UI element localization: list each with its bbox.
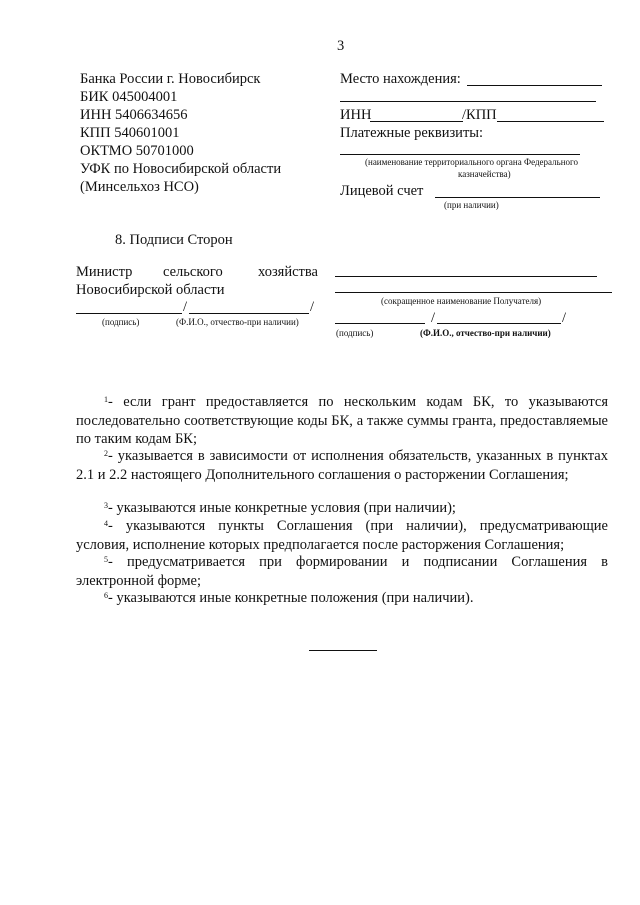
footnote-text: - если грант предоставляется по нескольким кодам БК, то указываются последовательно соответствующие коды БК, а также суммы гранта, предоставляемые по таким кодам БК; [76, 394, 608, 447]
recipient-sign-line [335, 323, 425, 324]
bank-line: Банка России г. Новосибирск [80, 71, 261, 87]
recipient-fio-caption: (Ф.И.О., отчество-при наличии) [420, 328, 551, 338]
page-number: 3 [337, 38, 345, 54]
payment-label: Платежные реквизиты: [340, 125, 484, 141]
footnote-6 [76, 589, 608, 608]
inn-fill-line [370, 121, 463, 122]
minister-word: сельского [163, 264, 223, 280]
location-fill-line-2 [340, 101, 596, 102]
footnote-number: 1 [104, 395, 108, 404]
recipient-name-line [335, 276, 597, 277]
inn-line: ИНН 5406634656 [80, 107, 188, 123]
oktmo-line: ОКТМО 50701000 [80, 143, 194, 159]
location-label: Место нахождения: [340, 71, 461, 87]
footnote-2 [76, 447, 608, 484]
inn-label: ИНН [340, 107, 372, 123]
footnote-number: 2 [104, 449, 108, 458]
slash: / [183, 299, 188, 315]
minister-sign-line [76, 313, 182, 314]
sign-caption: (подпись) [102, 317, 140, 327]
recipient-fio-line [437, 323, 561, 324]
signatures-heading: 8. Подписи Сторон [115, 232, 233, 248]
end-rule [309, 650, 377, 651]
account-fill-line [435, 197, 600, 198]
footnote-number: 4 [104, 519, 108, 528]
account-caption: (при наличии) [444, 200, 499, 210]
treasury-fill-line [340, 154, 580, 155]
footnote-text: - указывается в зависимости от исполнения обязательств, указанных в пунктах 2.1 и 2.2 настоящего Дополнительного соглашения о расторжении Соглашения; [76, 448, 608, 483]
account-label: Лицевой счет [340, 183, 424, 199]
kpp-line: КПП 540601001 [80, 125, 180, 141]
slash: / [562, 310, 567, 326]
footnote-text: - указываются иные конкретные условия (при наличии); [108, 500, 456, 516]
slash: / [310, 299, 315, 315]
recipient-sign-caption: (подпись) [336, 328, 374, 338]
recipient-caption: (сокращенное наименование Получателя) [381, 296, 542, 306]
footnote-5 [76, 553, 608, 590]
footnote-number: 5 [104, 555, 108, 564]
footnote-3 [76, 499, 608, 518]
fio-caption: (Ф.И.О., отчество-при наличии) [176, 317, 299, 327]
footnote-4 [76, 517, 608, 554]
treasury-caption: (наименование территориального органа Федерального [365, 157, 578, 167]
minister-word: Министр [76, 264, 133, 280]
footnote-text: - указываются иные конкретные положения (при наличии). [108, 590, 474, 606]
footnote-1 [76, 393, 608, 449]
ministry-line: (Минсельхоз НСО) [80, 179, 199, 195]
ufk-line: УФК по Новосибирской области [80, 161, 282, 177]
location-fill-line [467, 85, 602, 86]
minister-region: Новосибирской области [76, 282, 225, 298]
footnote-number: 3 [104, 501, 108, 510]
kpp-label: /КПП [462, 107, 497, 123]
minister-fio-line [189, 313, 309, 314]
minister-word: хозяйства [258, 264, 318, 280]
footnote-number: 6 [104, 591, 108, 600]
footnote-text: - предусматривается при формировании и подписании Соглашения в электронной форме; [76, 554, 608, 589]
footnote-text: - указываются пункты Соглашения (при наличии), предусматривающие условия, исполнение которых предполагается после расторжения Соглашения; [76, 518, 608, 553]
kpp-fill-line [497, 121, 604, 122]
bik-line: БИК 045004001 [80, 89, 178, 105]
treasury-caption-2: казначейства) [458, 169, 511, 179]
slash: / [431, 310, 436, 326]
recipient-name-line-2 [335, 292, 612, 293]
